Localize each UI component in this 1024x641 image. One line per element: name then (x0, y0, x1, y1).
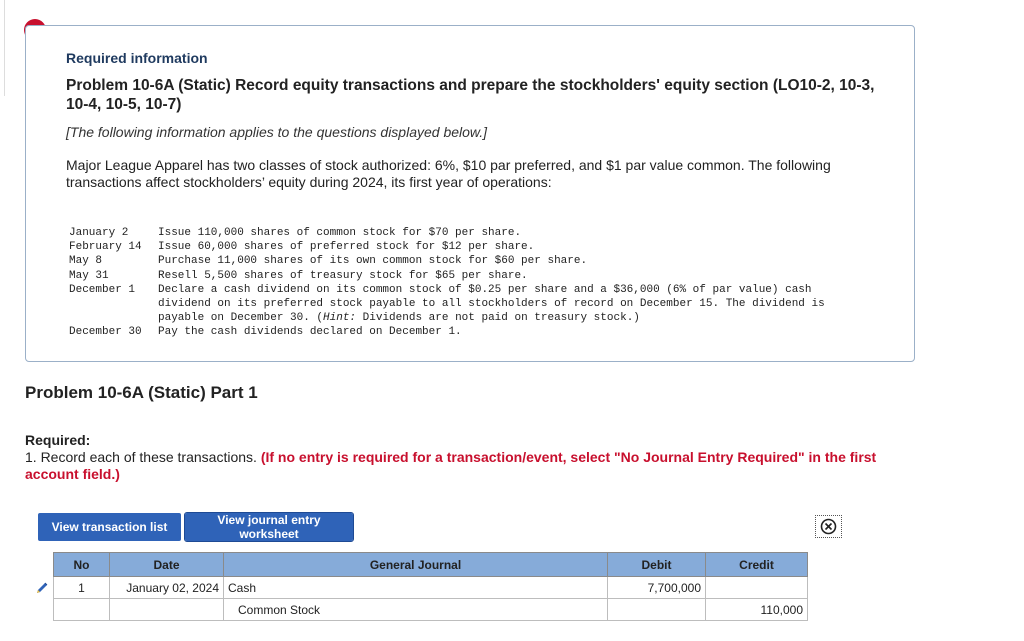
column-header-no: No (54, 553, 110, 577)
entry-date: January 02, 2024 (110, 577, 224, 599)
entry-account: Cash (224, 577, 608, 599)
view-transaction-list-button[interactable]: View transaction list (38, 513, 181, 541)
column-header-credit: Credit (706, 553, 808, 577)
transaction-date: May 31 (69, 269, 109, 282)
part-title: Problem 10-6A (Static) Part 1 (25, 383, 258, 402)
instruction-emphasis: (If no entry is required for a transaction/event, select "No Journal Entry Required" in the first account field.) (25, 449, 877, 482)
transaction-date: December 1 (69, 283, 136, 296)
transaction-text (158, 283, 868, 326)
transaction-text: Issue 60,000 shares of preferred stock for $12 per share. (158, 241, 535, 254)
transaction-date: February 14 (69, 241, 142, 254)
transaction-row (69, 240, 868, 254)
column-header-general-journal: General Journal (224, 553, 608, 577)
entry-credit: 110,000 (706, 599, 808, 621)
close-circle-icon (820, 518, 837, 535)
column-header-date: Date (110, 553, 224, 577)
journal-entry-table (53, 552, 808, 621)
transaction-date: December 30 (69, 326, 142, 339)
required-label: Required: (25, 432, 91, 448)
problem-title: Problem 10-6A (Static) Record equity transactions and prepare the stockholders' equity section (LO10-2, 10-3, 10-4, 10-5, 10-7) (66, 77, 875, 113)
table-row[interactable] (54, 577, 808, 599)
transaction-row (69, 283, 868, 326)
entry-credit (706, 577, 808, 599)
applies-note: [The following information applies to the questions displayed below.] (66, 124, 488, 140)
instruction-text (25, 449, 915, 483)
entry-account: Common Stock (224, 599, 608, 621)
entry-number (54, 599, 110, 621)
transaction-row (69, 269, 868, 283)
edit-pencil-icon[interactable] (34, 580, 50, 596)
left-edge-divider (0, 0, 5, 96)
transaction-text-part: Dividends are not paid on treasury stock.) (356, 312, 640, 325)
transaction-date: January 2 (69, 227, 129, 239)
column-header-debit: Debit (608, 553, 706, 577)
entry-debit (608, 599, 706, 621)
transaction-row (69, 226, 868, 240)
transaction-text: Resell 5,500 shares of treasury stock for $65 per share. (158, 269, 528, 282)
problem-intro: Major League Apparel has two classes of stock authorized: 6%, $10 par preferred, and $1 par value common. The following transactions affect stockholders’ equity during 2024, its first year of operations: (66, 157, 831, 190)
entry-number: 1 (54, 577, 110, 599)
transaction-row (69, 325, 868, 339)
transaction-text-part: Declare a cash dividend on its common stock of $0.25 per share and a $36,000 (6% of par value) cash dividend on its preferred stock payable to all stockholders of record on December 15. The dividend is payable on December 30. ( (158, 283, 825, 325)
transaction-list (69, 226, 868, 340)
entry-date (110, 599, 224, 621)
transaction-row (69, 254, 868, 268)
transaction-date: May 8 (69, 255, 103, 268)
transaction-text: Pay the cash dividends declared on December 1. (158, 326, 462, 339)
required-information-heading: Required information (66, 50, 208, 66)
close-button[interactable] (815, 515, 842, 538)
required-information-panel (25, 25, 915, 362)
table-header-row (54, 553, 808, 577)
hint-label: Hint: (323, 312, 357, 325)
transaction-text: Purchase 11,000 shares of its own common stock for $60 per share. (158, 255, 588, 268)
entry-debit: 7,700,000 (608, 577, 706, 599)
view-journal-entry-worksheet-button[interactable]: View journal entry worksheet (185, 513, 353, 541)
transaction-text: Issue 110,000 shares of common stock for $70 per share. (158, 227, 522, 239)
table-row[interactable] (54, 599, 808, 621)
instruction-plain: 1. Record each of these transactions. (25, 449, 257, 465)
